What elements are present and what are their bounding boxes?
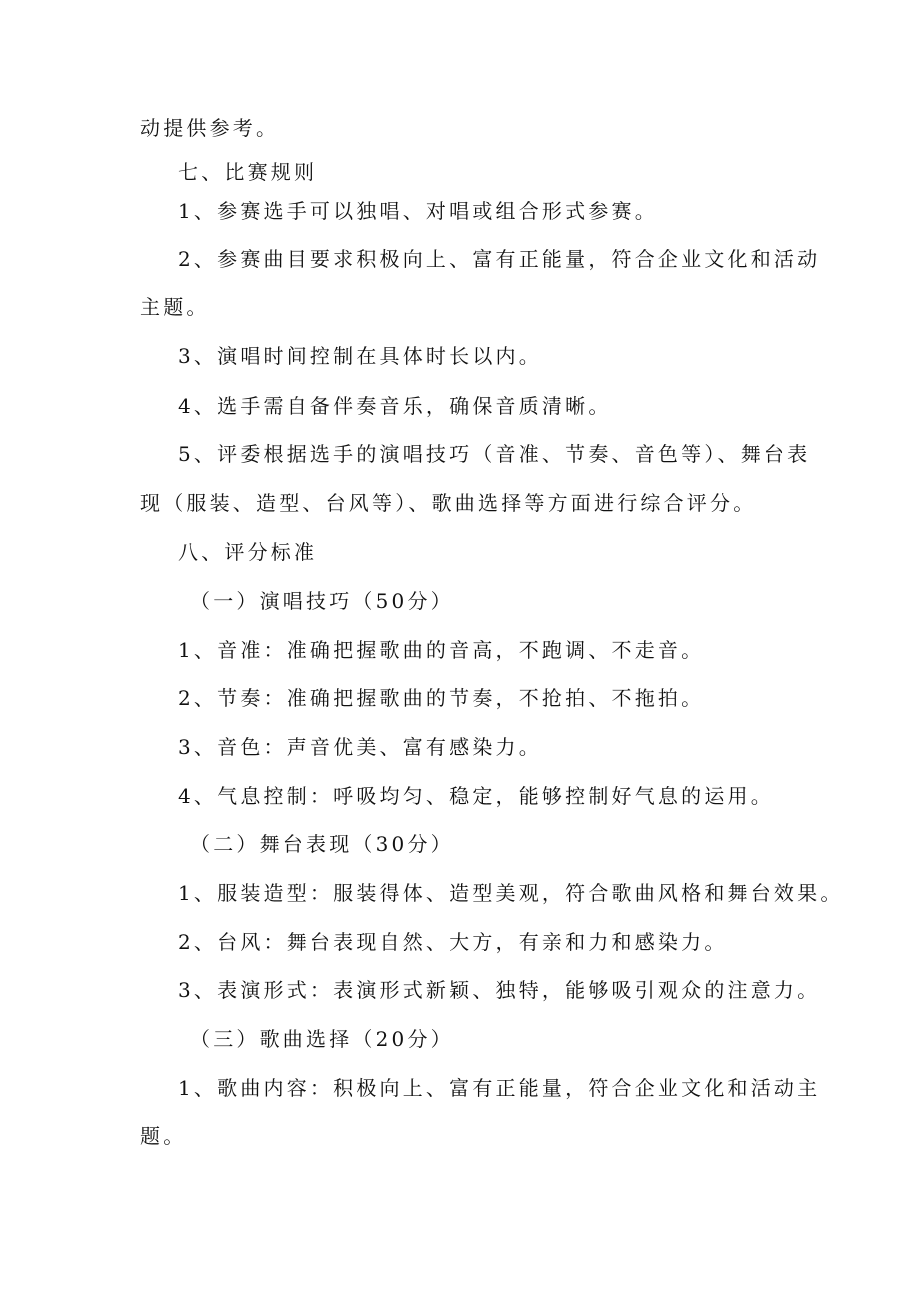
- rule-item-5-continuation: 现（服装、造型、台风等）、歌曲选择等方面进行综合评分。: [140, 491, 757, 515]
- singing-item-4: 4、气息控制：呼吸均匀、稳定，能够控制好气息的运用。: [178, 784, 774, 808]
- subsection-heading-singing: （一）演唱技巧（50分）: [190, 589, 454, 613]
- rule-item-2-continuation: 主题。: [140, 295, 210, 319]
- rule-item-4: 4、选手需自备伴奏音乐，确保音质清晰。: [178, 394, 612, 418]
- rule-item-2: 2、参赛曲目要求积极向上、富有正能量，符合企业文化和活动: [178, 247, 821, 271]
- song-item-1-continuation: 题。: [140, 1124, 187, 1148]
- subsection-heading-stage: （二）舞台表现（30分）: [190, 832, 454, 856]
- singing-item-2: 2、节奏：准确把握歌曲的节奏，不抢拍、不拖拍。: [178, 686, 705, 710]
- stage-item-2: 2、台风：舞台表现自然、大方，有亲和力和感染力。: [178, 930, 728, 954]
- song-item-1: 1、歌曲内容：积极向上、富有正能量，符合企业文化和活动主: [178, 1076, 821, 1100]
- rule-item-5: 5、评委根据选手的演唱技巧（音准、节奏、音色等）、舞台表: [178, 442, 811, 466]
- rule-item-1: 1、参赛选手可以独唱、对唱或组合形式参赛。: [178, 199, 658, 223]
- stage-item-3: 3、表演形式：表演形式新颖、独特，能够吸引观众的注意力。: [178, 978, 821, 1002]
- section-heading-scoring: 八、评分标准: [178, 540, 318, 564]
- singing-item-1: 1、音准：准确把握歌曲的音高，不跑调、不走音。: [178, 638, 705, 662]
- subsection-heading-song: （三）歌曲选择（20分）: [190, 1027, 454, 1051]
- rule-item-3: 3、演唱时间控制在具体时长以内。: [178, 344, 542, 368]
- stage-item-1: 1、服装造型：服装得体、造型美观，符合歌曲风格和舞台效果。: [178, 881, 844, 905]
- singing-item-3: 3、音色：声音优美、富有感染力。: [178, 735, 542, 759]
- section-heading-rules: 七、比赛规则: [178, 160, 318, 184]
- paragraph-continuation: 动提供参考。: [140, 116, 280, 140]
